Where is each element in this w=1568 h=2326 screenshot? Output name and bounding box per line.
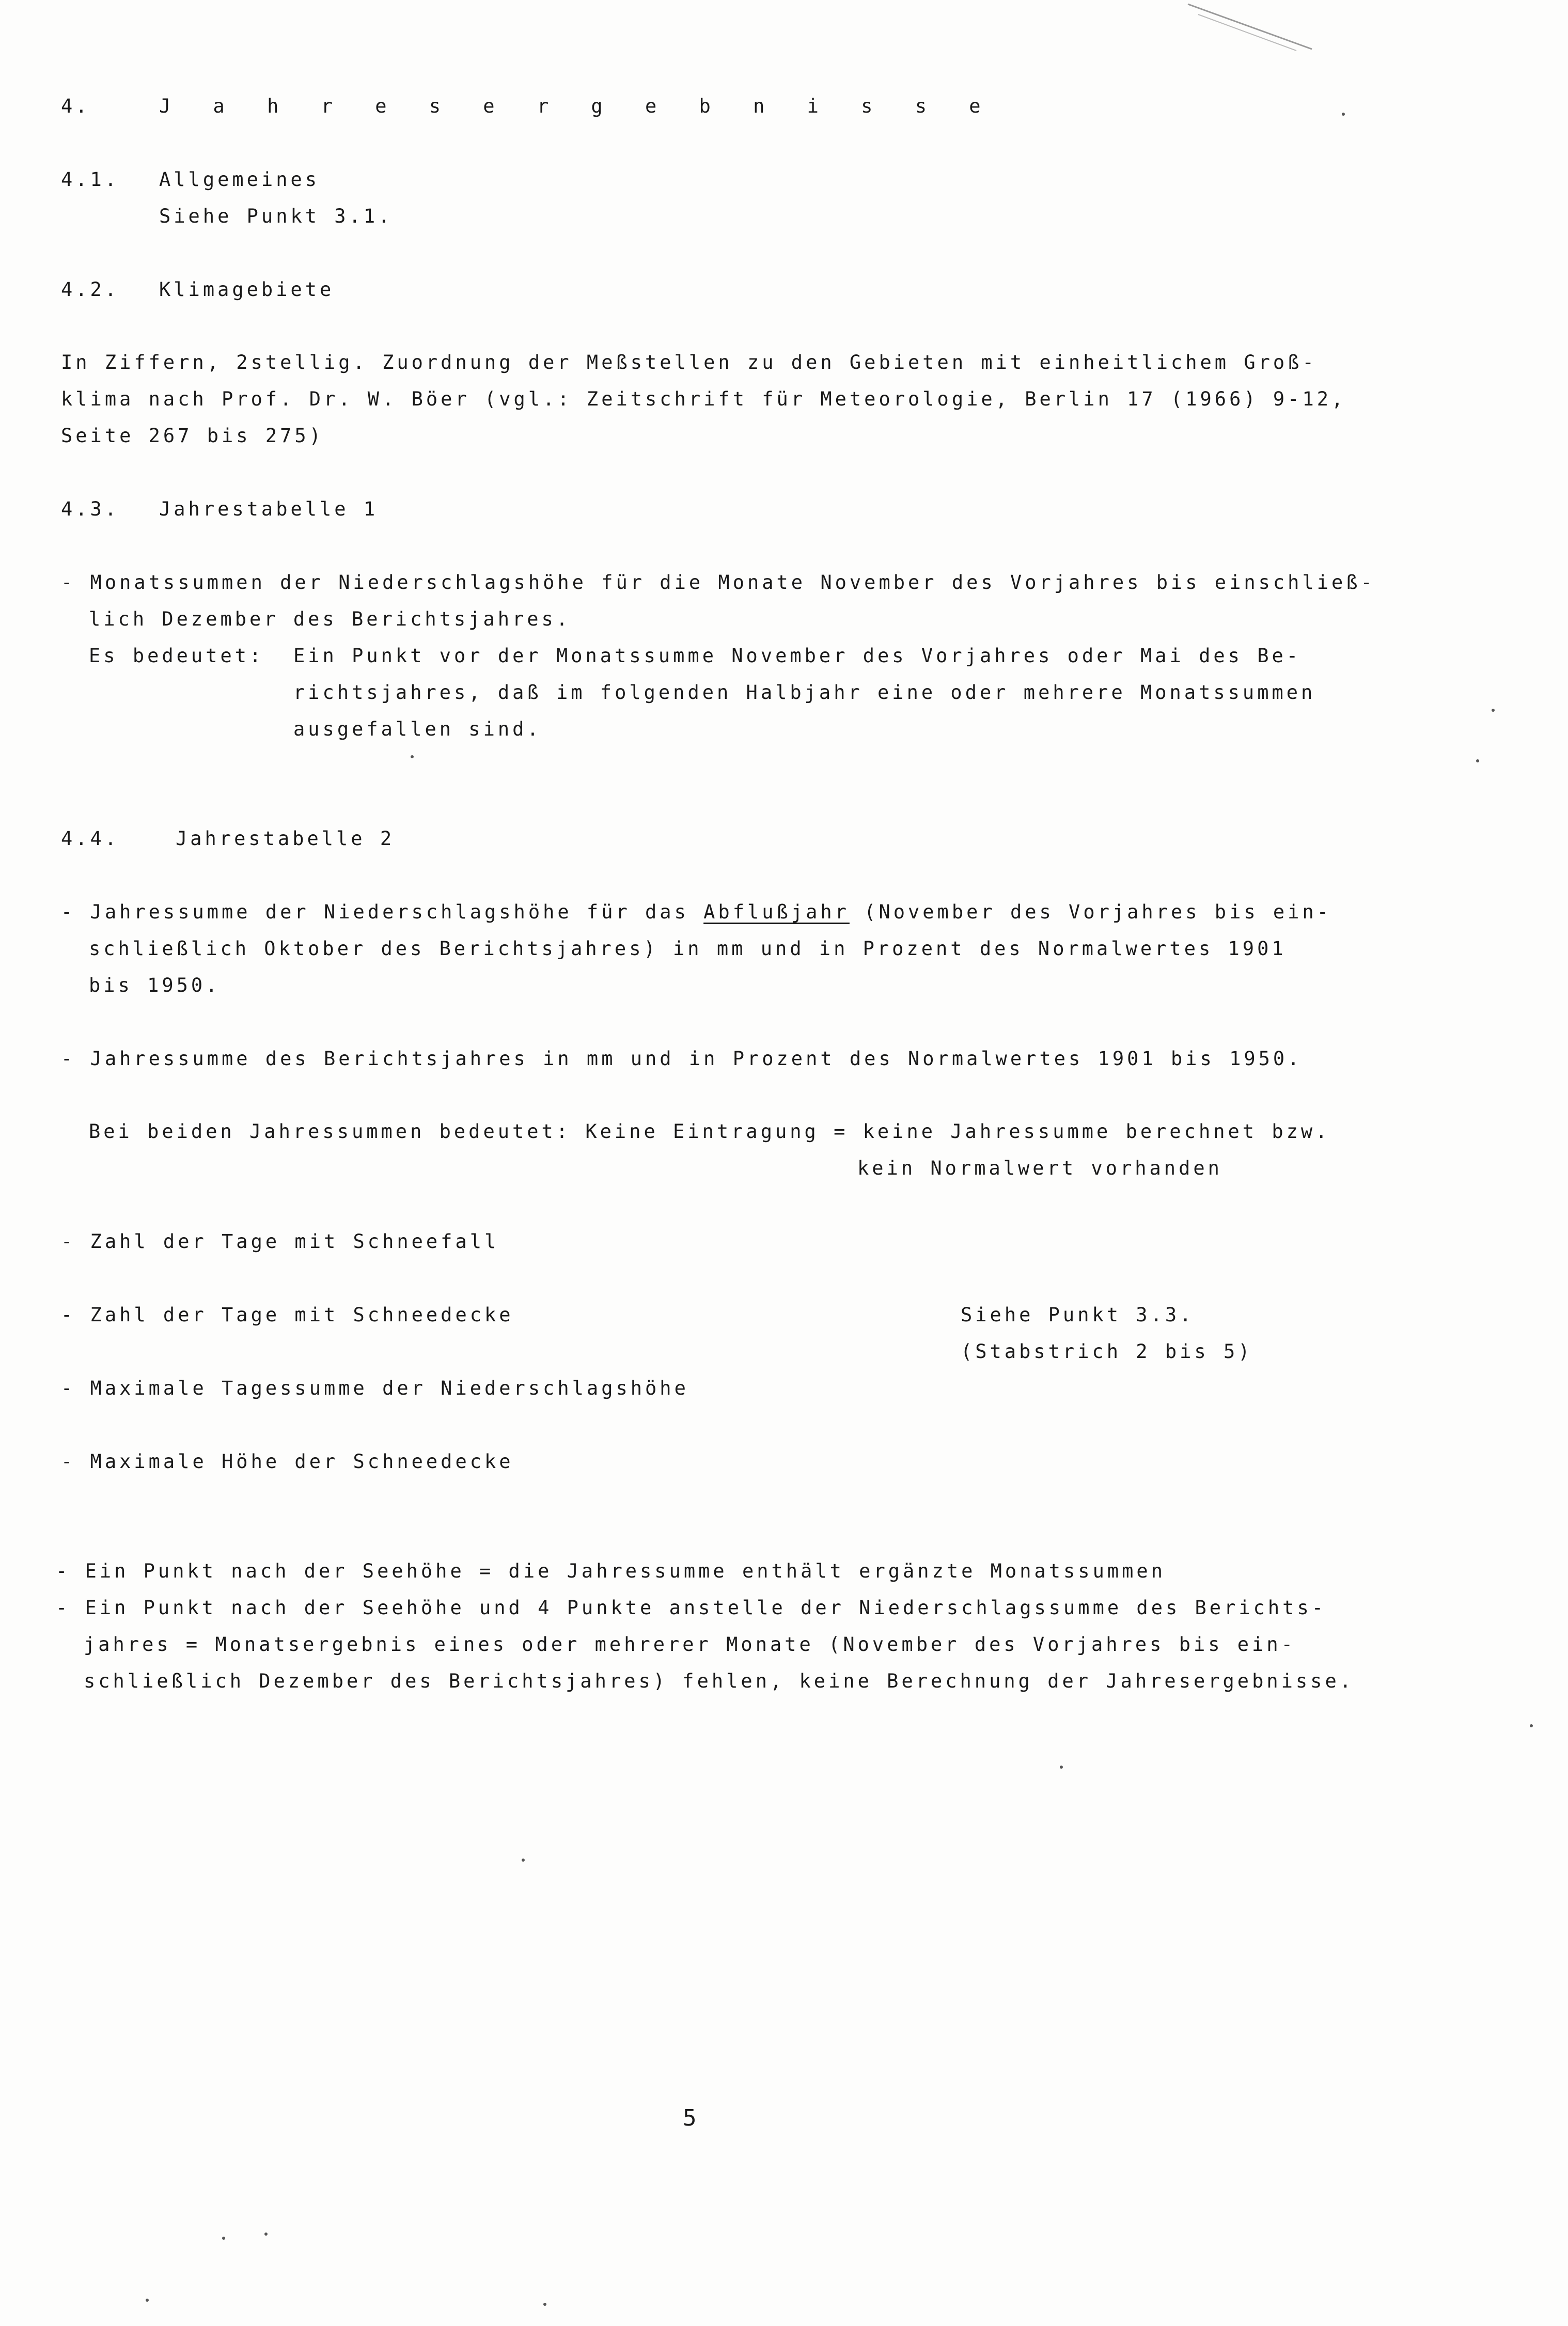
bullet-line: lich Dezember des Berichtsjahres. — [89, 608, 571, 630]
scan-speck — [522, 1859, 525, 1862]
cross-reference: Siehe Punkt 3.1. — [159, 205, 393, 227]
list-item: - Zahl der Tage mit Schneedecke — [61, 1304, 514, 1326]
section-title: J a h r e s e r g e b n i s s e — [159, 95, 996, 117]
scan-speck — [1492, 709, 1495, 712]
scan-speck — [222, 2237, 225, 2240]
note-line: kein Normalwert vorhanden — [857, 1157, 1222, 1179]
underlined-term: Abflußjahr — [703, 901, 850, 923]
text-run: - Jahressumme der Niederschlagshöhe für das — [61, 901, 704, 923]
bullet-line: - Ein Punkt nach der Seehöhe = die Jahressumme enthält ergänzte Monatssummen — [56, 1560, 1166, 1582]
bullet-line: schließlich Dezember des Berichtsjahres) fehlen, keine Berechnung der Jahresergebnisse. — [84, 1670, 1355, 1692]
list-item: - Maximale Höhe der Schneedecke — [61, 1450, 514, 1473]
scan-speck — [1342, 113, 1345, 116]
text-run: (November des Vorjahres bis ein- — [849, 901, 1332, 923]
page-number: 5 — [683, 2105, 697, 2131]
subsection-title: Jahrestabelle 2 — [176, 828, 395, 850]
bullet-line: schließlich Oktober des Berichtsjahres) in mm und in Prozent des Normalwertes 1901 — [89, 938, 1287, 960]
scan-speck — [1530, 1724, 1533, 1727]
bullet-line: jahres = Monatsergebnis eines oder mehrerer Monate (November des Vorjahres bis ein- — [84, 1633, 1296, 1656]
subsection-title: Klimagebiete — [159, 278, 335, 301]
bullet-line: - Ein Punkt nach der Seehöhe und 4 Punkte anstelle der Niederschlagssumme des Berichts- — [56, 1597, 1327, 1619]
scan-speck — [146, 2299, 149, 2302]
meaning-label: Es bedeutet: — [89, 645, 264, 667]
subsection-number: 4.2. — [61, 278, 120, 301]
paragraph-line: In Ziffern, 2stellig. Zuordnung der Meßstellen zu den Gebieten mit einheitlichem Groß- — [61, 351, 1317, 373]
meaning-line: Ein Punkt vor der Monatssumme November des Vorjahres oder Mai des Be- — [293, 645, 1302, 667]
subsection-number: 4.4. — [61, 828, 120, 850]
list-item: - Maximale Tagessumme der Niederschlagshöhe — [61, 1377, 689, 1399]
cross-reference: (Stabstrich 2 bis 5) — [961, 1340, 1253, 1363]
subsection-number: 4.3. — [61, 498, 120, 520]
meaning-line: ausgefallen sind. — [293, 718, 542, 740]
scan-speck — [1060, 1766, 1063, 1769]
meaning-line: richtsjahres, daß im folgenden Halbjahr eine oder mehrere Monatssummen — [293, 681, 1316, 704]
subsection-title: Jahrestabelle 1 — [159, 498, 379, 520]
scan-speck — [411, 755, 414, 758]
paragraph-line: klima nach Prof. Dr. W. Böer (vgl.: Zeitschrift für Meteorologie, Berlin 17 (1966) 9-12, — [61, 388, 1346, 410]
scan-speck — [1476, 759, 1479, 762]
subsection-number: 4.1. — [61, 168, 120, 191]
bullet-line — [61, 894, 1331, 931]
paragraph-line: Seite 267 bis 275) — [61, 425, 324, 447]
bullet-line: - Jahressumme des Berichtsjahres in mm und in Prozent des Normalwertes 1901 bis 1950. — [61, 1048, 1303, 1070]
scan-mark — [1178, 0, 1332, 57]
scan-speck — [543, 2303, 546, 2306]
cross-reference: Siehe Punkt 3.3. — [961, 1304, 1195, 1326]
bullet-line: bis 1950. — [89, 974, 221, 996]
section-number: 4. — [61, 95, 90, 117]
scan-speck — [264, 2233, 268, 2236]
bullet-line: - Monatssummen der Niederschlagshöhe für die Monate November des Vorjahres bis einschließ- — [61, 571, 1375, 594]
subsection-title: Allgemeines — [159, 168, 320, 191]
note-line: Bei beiden Jahressummen bedeutet: Keine Eintragung = keine Jahressumme berechnet bzw. — [89, 1120, 1330, 1143]
list-item: - Zahl der Tage mit Schneefall — [61, 1230, 499, 1253]
